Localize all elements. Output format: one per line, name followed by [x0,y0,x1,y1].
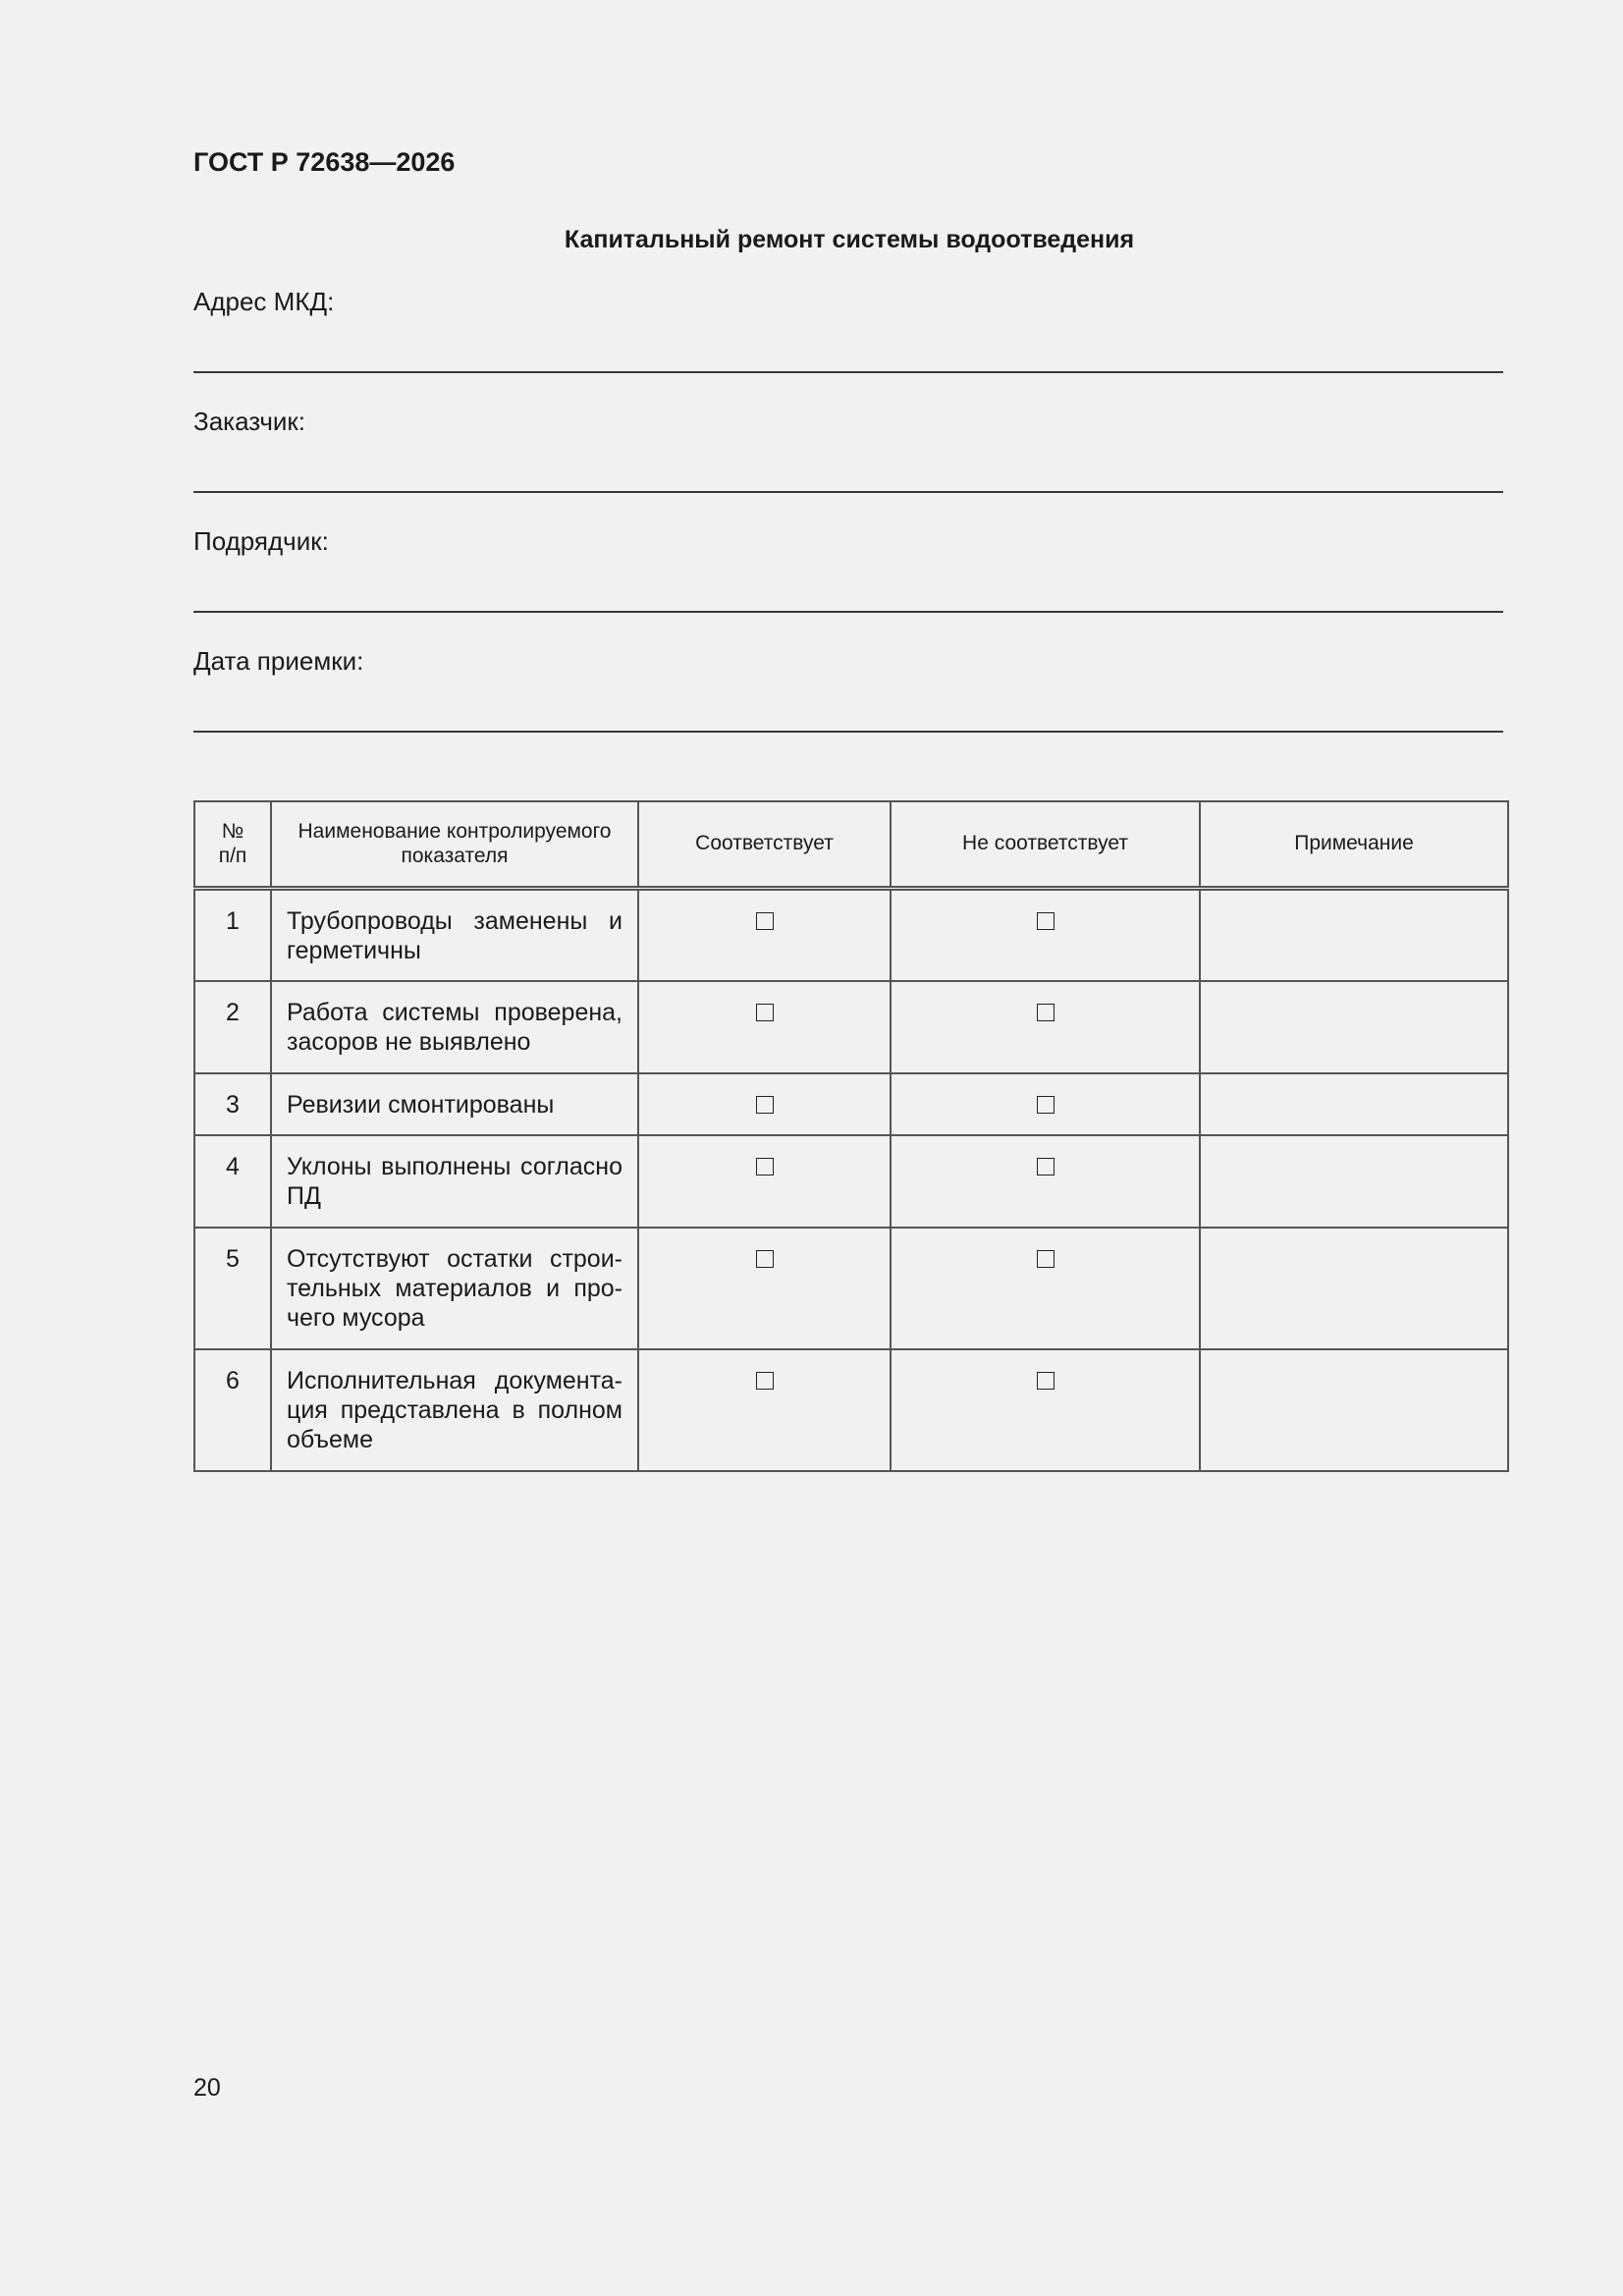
not-complies-cell [891,981,1200,1073]
header-num-line1: № [221,820,244,844]
row-num: 4 [194,1135,271,1228]
header-note: Примечание [1200,801,1508,889]
row-indicator: Уклоны выполнены согласно ПД [271,1135,638,1228]
complies-checkbox[interactable] [756,1158,774,1175]
field-label-address: Адрес МКД: [193,287,335,316]
table-row [194,1135,1508,1228]
checklist-table [193,800,1509,1472]
table-row [194,889,1508,981]
table-row [194,981,1508,1073]
complies-cell [638,1349,891,1471]
header-complies: Соответствует [638,801,891,889]
table-header-row [194,801,1508,889]
row-num: 3 [194,1073,271,1135]
note-cell[interactable] [1200,981,1508,1073]
field-label-acceptance-date: Дата приемки: [193,646,364,676]
table-row [194,1228,1508,1349]
field-customer [193,407,1503,493]
field-label-contractor: Подрядчик: [193,526,329,556]
header-not-complies: Не соответствует [891,801,1200,889]
not-complies-checkbox[interactable] [1037,1250,1055,1268]
note-cell[interactable] [1200,1349,1508,1471]
document-code: ГОСТ Р 72638—2026 [193,147,456,177]
not-complies-cell [891,1228,1200,1349]
note-cell[interactable] [1200,1228,1508,1349]
complies-cell [638,1073,891,1135]
complies-cell [638,1228,891,1349]
field-line-customer[interactable] [193,491,1503,493]
not-complies-checkbox[interactable] [1037,1158,1055,1175]
field-line-contractor[interactable] [193,611,1503,613]
field-line-acceptance-date[interactable] [193,731,1503,733]
not-complies-checkbox[interactable] [1037,1096,1055,1114]
note-cell[interactable] [1200,1073,1508,1135]
not-complies-checkbox[interactable] [1037,912,1055,930]
note-cell[interactable] [1200,889,1508,981]
not-complies-cell [891,889,1200,981]
not-complies-cell [891,1073,1200,1135]
complies-cell [638,981,891,1073]
complies-checkbox[interactable] [756,912,774,930]
page-number: 20 [193,2074,221,2102]
header-num [194,801,271,889]
field-contractor [193,526,1503,613]
row-indicator: Работа системы проверена, засоров не выявлено [271,981,638,1073]
not-complies-cell [891,1135,1200,1228]
field-label-customer: Заказчик: [193,407,306,436]
row-indicator: Трубопроводы заменены и герметичны [271,889,638,981]
field-acceptance-date [193,646,1503,733]
not-complies-checkbox[interactable] [1037,1372,1055,1390]
field-address [193,287,1503,373]
not-complies-checkbox[interactable] [1037,1004,1055,1021]
row-indicator: Исполнительная документа-ция представлена в полном объеме [271,1349,638,1471]
header-num-line2: п/п [218,844,247,867]
table-row [194,1349,1508,1471]
complies-checkbox[interactable] [756,1096,774,1114]
complies-checkbox[interactable] [756,1250,774,1268]
row-indicator: Ревизии смонтированы [271,1073,638,1135]
header-name: Наименование контролируемого показателя [271,801,638,889]
field-line-address[interactable] [193,371,1503,373]
note-cell[interactable] [1200,1135,1508,1228]
row-num: 2 [194,981,271,1073]
row-num: 5 [194,1228,271,1349]
complies-cell [638,1135,891,1228]
complies-checkbox[interactable] [756,1372,774,1390]
row-num: 6 [194,1349,271,1471]
complies-cell [638,889,891,981]
form-title: Капитальный ремонт системы водоотведения [564,226,1135,253]
table-row [194,1073,1508,1135]
row-indicator: Отсутствуют остатки строи-тельных материалов и про-чего мусора [271,1228,638,1349]
complies-checkbox[interactable] [756,1004,774,1021]
row-num: 1 [194,889,271,981]
not-complies-cell [891,1349,1200,1471]
